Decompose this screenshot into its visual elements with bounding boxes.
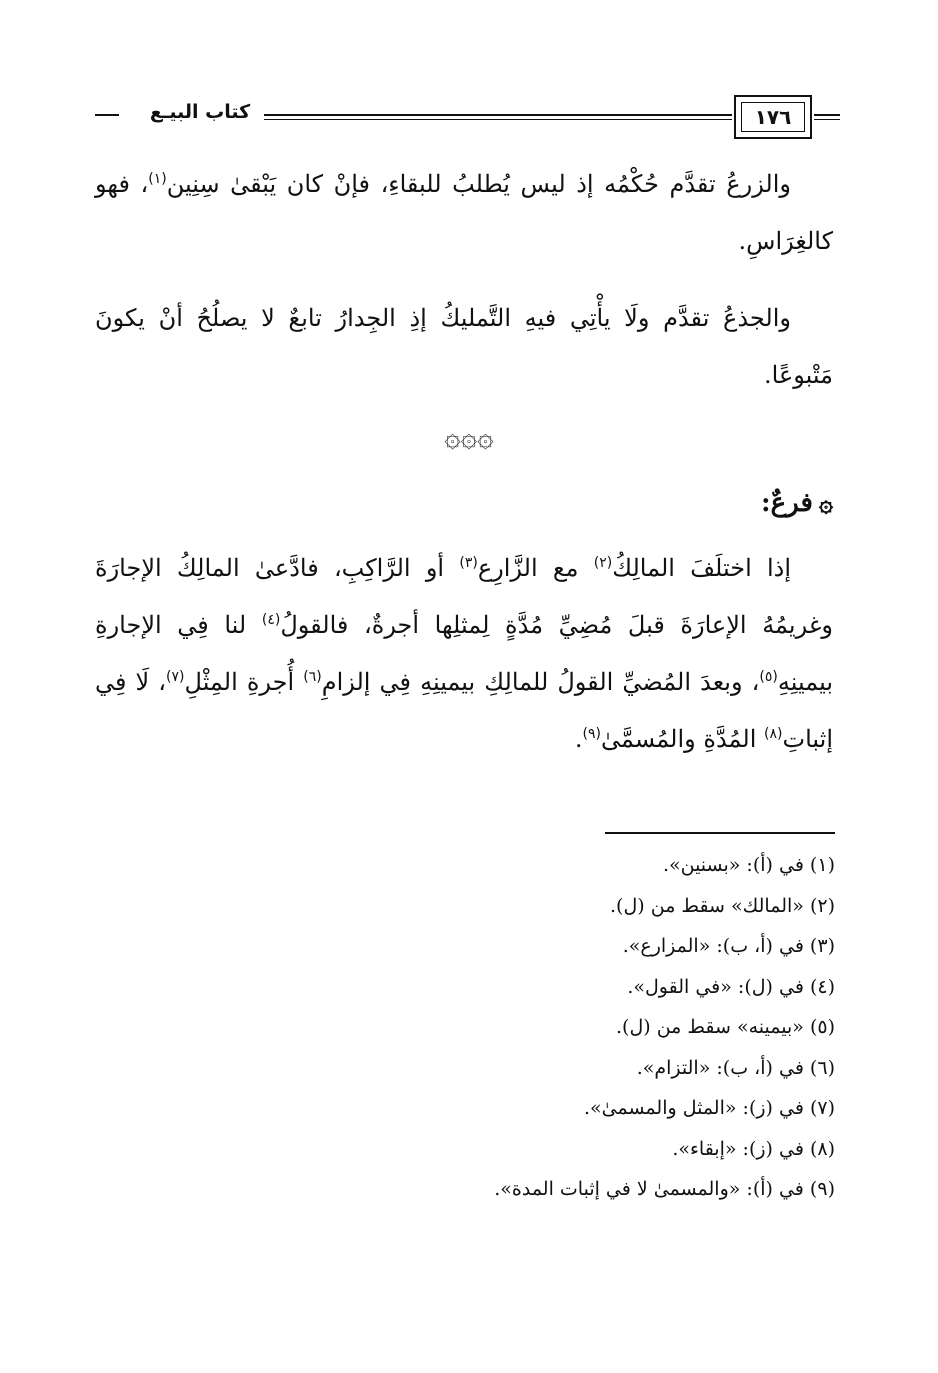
paragraph-3-seg-9: .	[574, 725, 583, 753]
footnote-ref-5: (٥)	[759, 669, 778, 685]
paragraph-3-seg-3: أو الرَّاكِبِ، فادَّعىٰ المالِكُ الإجارَةَ وغريمُهُ الإعارَةَ قبلَ مُضِيِّ مُدَّةٍ لِمثلِها أجرةٌ، فالقولُ	[95, 554, 833, 639]
footnotes	[494, 845, 835, 1210]
paragraph-1	[95, 156, 833, 270]
paragraph-3-seg-8: المُدَّةِ والمُسمَّىٰ	[601, 725, 765, 753]
book-title: كتاب البيـع	[149, 101, 251, 123]
footnote-ref-2: (٢)	[593, 555, 613, 571]
footnote-ref-4: (٤)	[261, 612, 281, 628]
footnote-ref-1: (١)	[148, 171, 167, 187]
paragraph-1-text-b: ، فهو كالغِرَاسِ.	[95, 170, 833, 255]
paragraph-3	[95, 540, 833, 768]
footnote-1: (١) في (أ): «بسنين».	[662, 854, 835, 876]
page-number: ١٧٦	[741, 102, 805, 132]
paragraph-3-seg-7: ، لَا فِي إثباتِ	[95, 668, 833, 753]
page-number-frame	[734, 95, 812, 139]
footnote-4: (٤) في (ل): «في القول».	[627, 975, 835, 998]
footnote-divider	[605, 832, 835, 834]
paragraph-3-seg-1: إذا اختلَفَ المالِكُ	[612, 554, 792, 582]
separator-ornament: ۞۞۞	[444, 420, 494, 453]
footnote-6: (٦) في (أ، ب): «التزام».	[636, 1056, 835, 1079]
footnote-ref-8: (٨)	[764, 726, 783, 742]
header-rule-left	[95, 114, 119, 119]
ornament-star-icon: ۞	[818, 489, 833, 517]
page-header	[95, 92, 840, 152]
footnote-2: (٢) «المالك» سقط من (ل).	[610, 894, 835, 917]
footnote-ref-3: (٣)	[459, 555, 478, 571]
paragraph-3-seg-5: ، وبعدَ المُضيِّ القولُ للمالِكِ بيمينِهِ فِي إلزامِ	[321, 668, 760, 696]
paragraph-1-text-a: والزرعُ تقدَّم حُكْمُه إذ ليس يُطلبُ للبقاءِ، فإنْ كان يَبْقىٰ سِنِين	[166, 170, 792, 198]
footnote-3: (٣) في (أ، ب): «المزارع».	[622, 935, 835, 957]
footnote-8: (٨) في (ز): «إبقاء».	[672, 1137, 835, 1160]
header-rule-middle	[264, 114, 732, 120]
paragraph-3-seg-4: لنا فِي الإجارةِ بيمينِهِ	[95, 611, 833, 696]
footnote-7: (٧) في (ز): «المثل والمسمىٰ».	[584, 1097, 835, 1119]
footnote-ref-6: (٦)	[303, 669, 322, 685]
paragraph-2: والجذعُ تقدَّم ولَا يأْتِي فيهِ التَّمليكُ إذِ الجِدارُ تابعٌ لا يصلُحُ أنْ يكونَ مَتْبوعًا.	[95, 304, 833, 389]
paragraph-3-seg-2: مع الزَّارِع	[477, 554, 594, 582]
footnote-9: (٩) في (أ): «والمسمىٰ لا في إثبات المدة».	[494, 1178, 835, 1200]
section-heading-text: فرعٌ:	[761, 488, 813, 518]
footnote-ref-9: (٩)	[582, 726, 601, 742]
header-rule-right	[814, 114, 840, 120]
paragraph-3-seg-6: أُجرةِ المِثْلِ	[184, 668, 304, 696]
section-heading	[761, 488, 833, 518]
footnote-ref-7: (٧)	[166, 669, 185, 685]
footnote-5: (٥) «بيمينه» سقط من (ل).	[616, 1016, 835, 1038]
